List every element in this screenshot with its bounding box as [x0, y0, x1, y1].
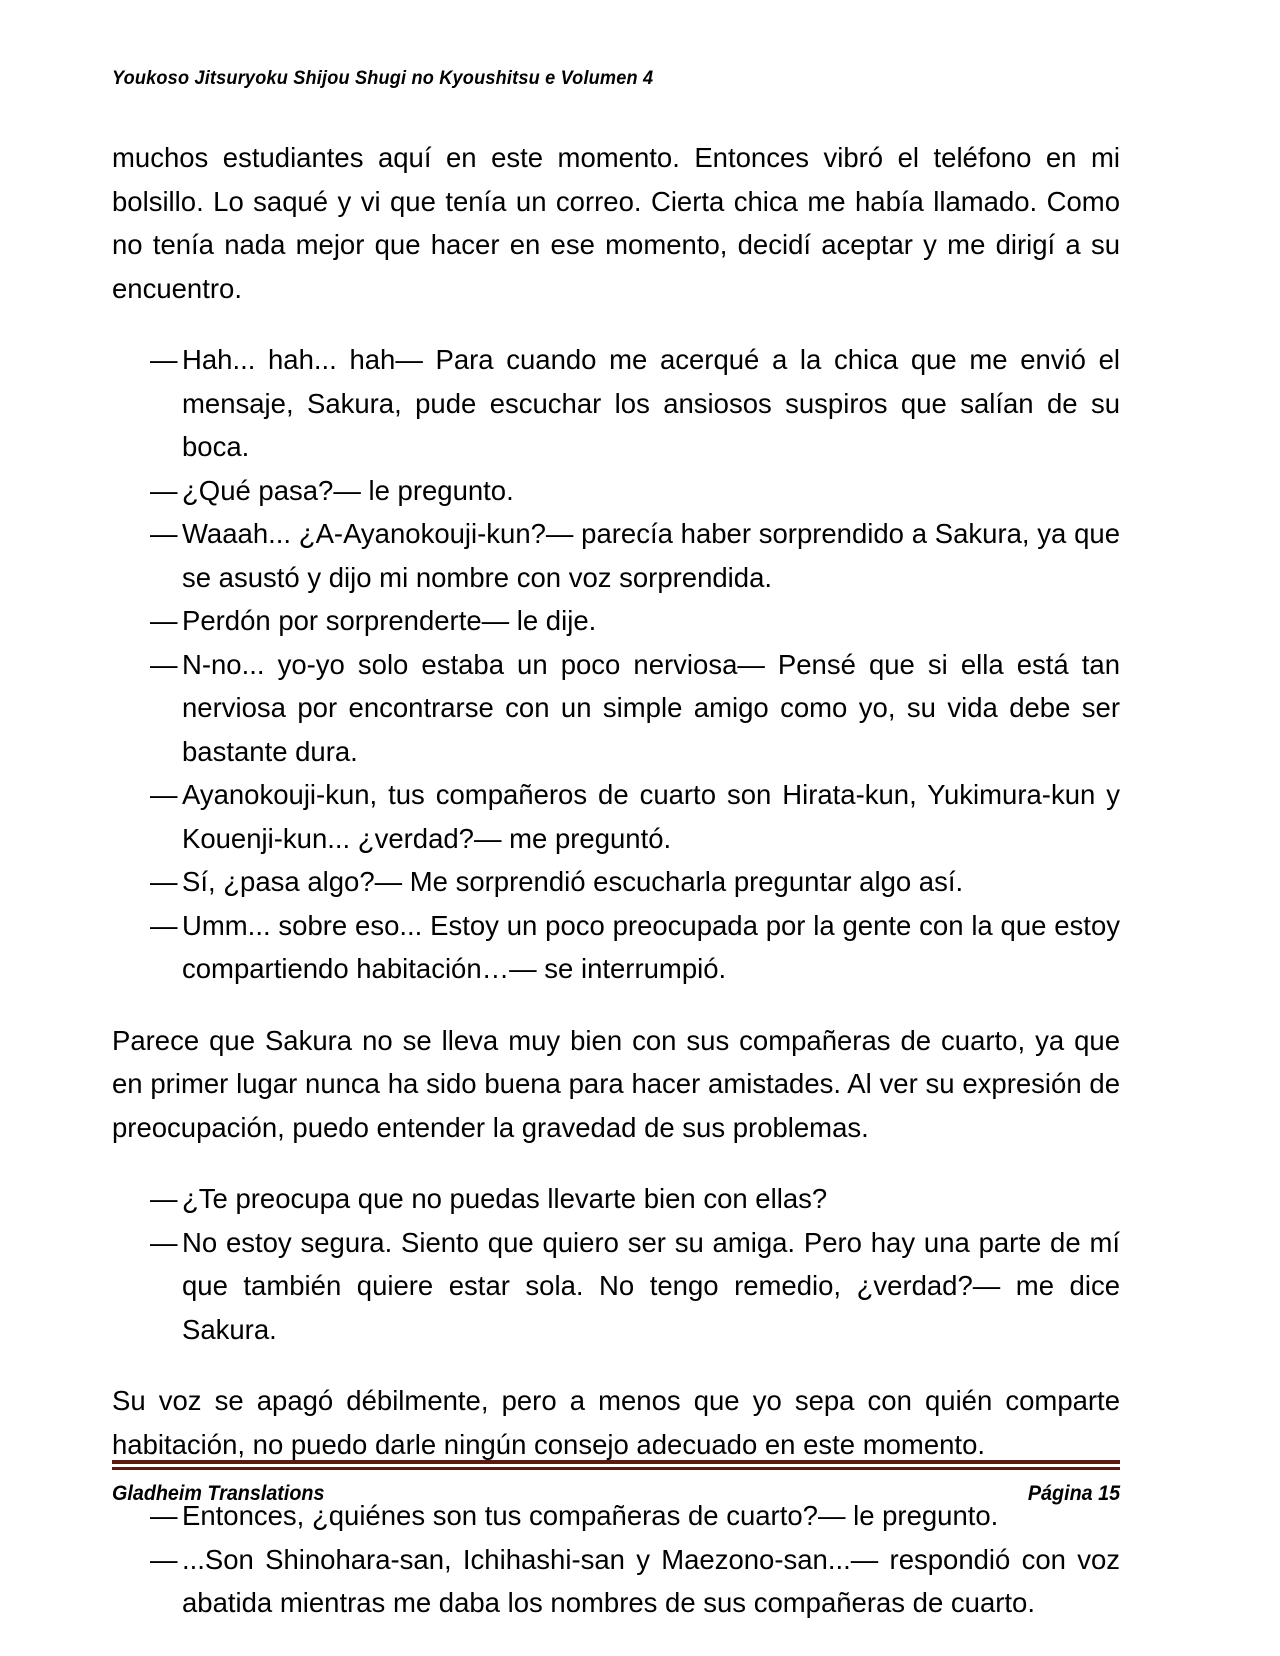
header-title: Youkoso Jitsuryoku Shijou Shugi no Kyoushitsu e Volumen 4 [112, 67, 654, 89]
dialogue-text: N-no... yo-yo solo estaba un poco nerviosa— Pensé que si ella está tan nerviosa por encontrarse con un simple amigo como yo, su vida debe ser bastante dura. [182, 648, 1120, 767]
dialogue-text: Umm... sobre eso... Estoy un poco preocupada por la gente con la que estoy compartiendo habitación…— se interrumpió. [182, 909, 1120, 984]
dialogue-text: Waaah... ¿A-Ayanokouji-kun?— parecía haber sorprendido a Sakura, ya que se asustó y dijo mi nombre con voz sorprendida. [182, 518, 1120, 593]
em-dash-marker: — [150, 344, 178, 375]
dialogue-line [150, 1177, 1120, 1221]
dialogue-line [150, 512, 1120, 599]
dialogue-block-1 [112, 338, 1120, 991]
dialogue-line [150, 773, 1120, 860]
paragraph-2: Parece que Sakura no se lleva muy bien con sus compañeras de cuarto, ya que en primer lugar nunca ha sido buena para hacer amistades. Al ver su expresión de preocupación, puedo entender la gravedad de sus problemas. [112, 1024, 1120, 1143]
footer-translator-credit: Gladheim Translations [112, 1482, 325, 1505]
dialogue-text: ¿Te preocupa que no puedas llevarte bien con ellas? [182, 1183, 828, 1214]
em-dash-marker: — [150, 1500, 178, 1531]
footer-rule-thin [112, 1467, 1120, 1470]
dialogue-line [150, 338, 1120, 469]
footer-divider [112, 1460, 1120, 1470]
em-dash-marker: — [150, 1543, 178, 1575]
dialogue-line [150, 1538, 1120, 1625]
em-dash-marker: — [150, 518, 178, 549]
body-text-column [112, 136, 1120, 1653]
dialogue-text: Ayanokouji-kun, tus compañeros de cuarto son Hirata-kun, Yukimura-kun y Kouenji-kun... ¿verdad?— me preguntó. [182, 779, 1120, 854]
dialogue-line [150, 469, 1120, 513]
dialogue-text: ¿Qué pasa?— le pregunto. [182, 474, 514, 506]
dialogue-text: Entonces, ¿quiénes son tus compañeras de cuarto?— le pregunto. [182, 1500, 999, 1531]
em-dash-marker: — [150, 648, 178, 680]
em-dash-marker: — [150, 1183, 178, 1214]
dialogue-line [150, 904, 1120, 991]
dialogue-line [150, 860, 1120, 904]
dialogue-text: No estoy segura. Siento que quiero ser su amiga. Pero hay una parte de mí que también quiere estar sola. No tengo remedio, ¿verdad?— me dice Sakura. [182, 1226, 1120, 1345]
dialogue-line [150, 599, 1120, 643]
em-dash-marker: — [150, 1226, 178, 1258]
footer-row [112, 1482, 1120, 1506]
paragraph-3: Su voz se apagó débilmente, pero a menos que yo sepa con quién comparte habitación, no puedo darle ningún consejo adecuado en este momento. [112, 1385, 1120, 1460]
em-dash-marker: — [150, 866, 178, 897]
running-header [112, 68, 1122, 89]
dialogue-block-3 [112, 1494, 1120, 1625]
footer-page-number: Página 15 [1027, 1482, 1120, 1505]
paragraph-1: muchos estudiantes aquí en este momento. Entonces vibró el teléfono en mi bolsillo. Lo saqué y vi que tenía un correo. Cierta chica me había llamado. Como no tenía nada mejor que hacer en ese momento, decidí aceptar y me dirigí a su encuentro. [112, 142, 1120, 304]
em-dash-marker: — [150, 474, 178, 506]
dialogue-line [150, 1221, 1120, 1352]
page-footer [112, 1460, 1120, 1506]
dialogue-text: ...Son Shinohara-san, Ichihashi-san y Maezono-san...— respondió con voz abatida mientras me daba los nombres de sus compañeras de cuarto. [182, 1543, 1120, 1618]
dialogue-text: Hah... hah... hah— Para cuando me acerqué a la chica que me envió el mensaje, Sakura, pude escuchar los ansiosos suspiros que salían de su boca. [182, 344, 1120, 462]
em-dash-marker: — [150, 909, 178, 941]
dialogue-text: Perdón por sorprenderte— le dije. [182, 605, 597, 636]
em-dash-marker: — [150, 605, 178, 636]
dialogue-line [150, 643, 1120, 774]
dialogue-text: Sí, ¿pasa algo?— Me sorprendió escucharla preguntar algo así. [182, 866, 964, 897]
em-dash-marker: — [150, 779, 178, 810]
dialogue-block-2 [112, 1177, 1120, 1351]
